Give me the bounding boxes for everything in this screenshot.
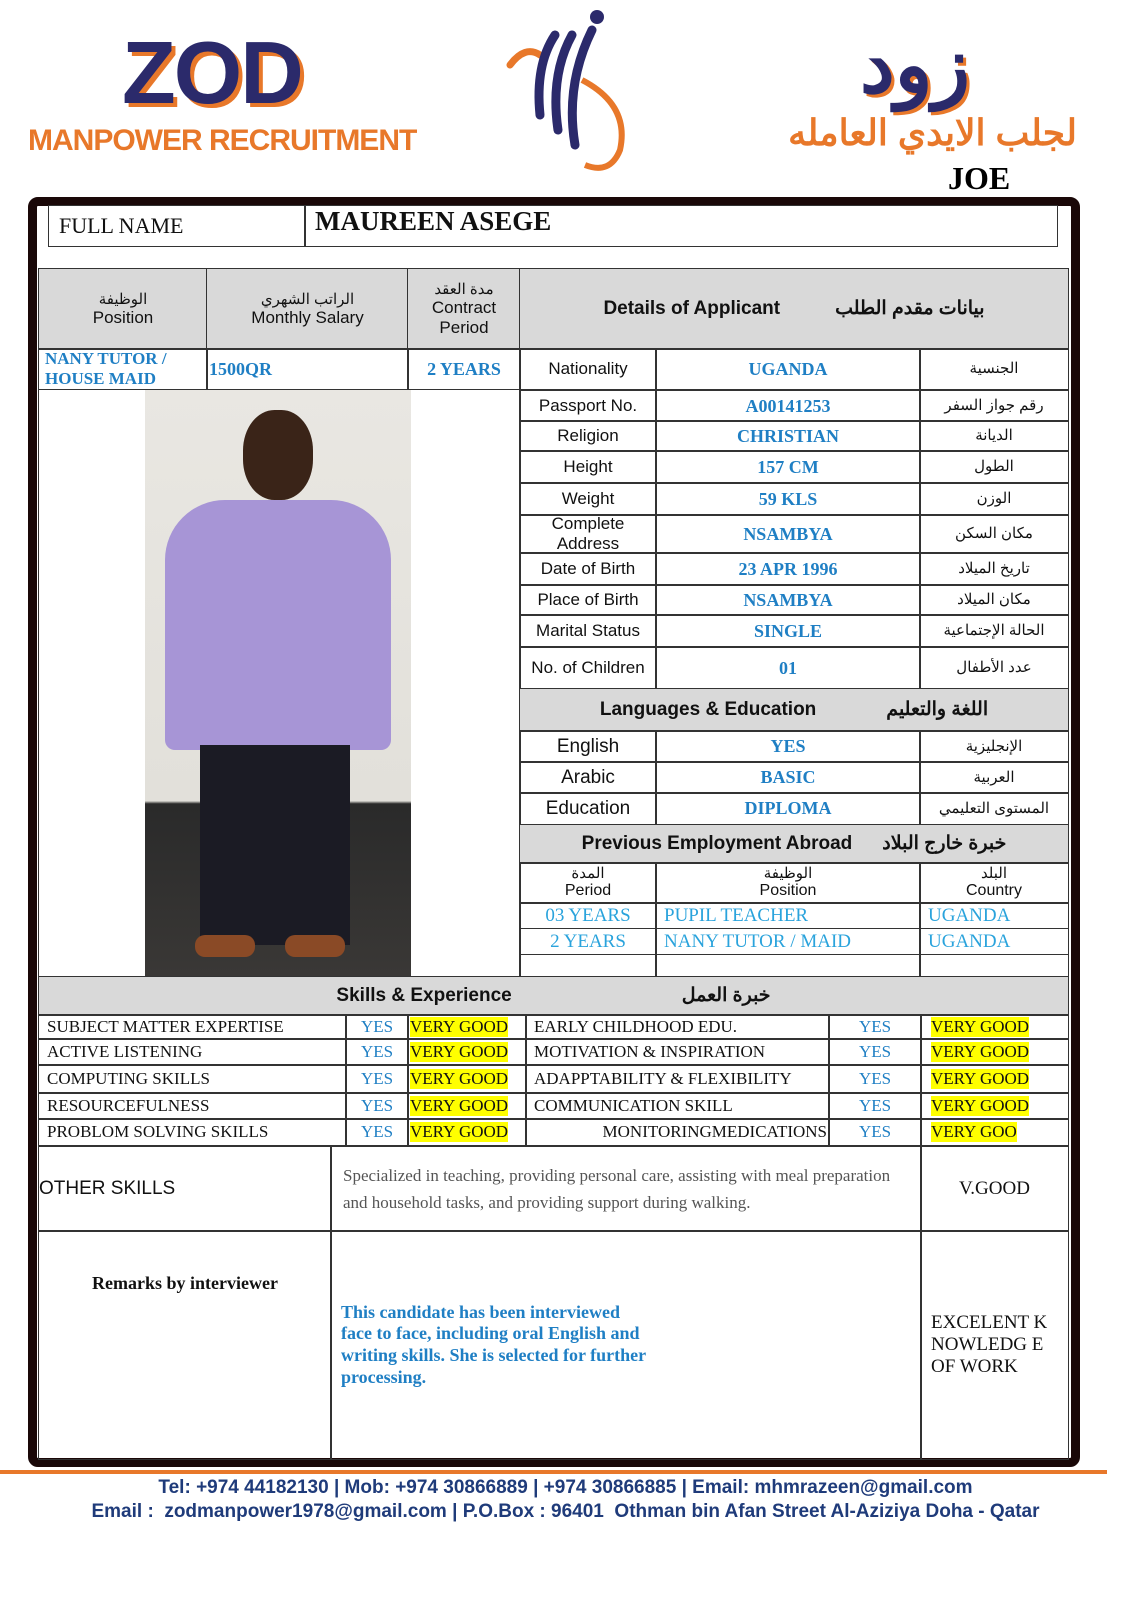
language-label-ar: الإنجليزية: [919, 730, 1069, 763]
skill-right-rating: [920, 1038, 1069, 1066]
remarks-label: Remarks by interviewer: [38, 1230, 332, 1460]
skill-right-rating: [920, 1064, 1069, 1094]
other-skills-label: OTHER SKILLS: [38, 1146, 332, 1232]
employment-period: 2 YEARS: [519, 928, 657, 955]
detail-label-ar: عدد الأطفال: [919, 646, 1069, 690]
skill-left-rating: [407, 1118, 527, 1146]
other-skills-rating: V.GOOD: [920, 1146, 1069, 1232]
skill-right-rating-text: VERY GOO: [931, 1122, 1017, 1142]
skill-right-has: YES: [828, 1038, 922, 1066]
language-label-ar: المستوى التعليمي: [919, 792, 1069, 825]
skill-left-name: PROBLOM SOLVING SKILLS: [38, 1118, 347, 1146]
language-value: BASIC: [655, 761, 921, 794]
detail-label: Place of Birth: [519, 584, 657, 616]
skill-left-name: ACTIVE LISTENING: [38, 1038, 347, 1066]
details-header: [519, 268, 1069, 350]
employment-position: NANY TUTOR / MAID: [655, 928, 921, 955]
detail-value: 59 KLS: [655, 482, 921, 516]
detail-label-ar: الحالة الإجتماعية: [919, 614, 1069, 648]
detail-value: UGANDA: [655, 348, 921, 390]
skill-right-has: YES: [828, 1014, 922, 1040]
position-value: NANY TUTOR / HOUSE MAID: [38, 348, 208, 390]
detail-label-ar: رقم جواز السفر: [919, 390, 1069, 422]
detail-label: Marital Status: [519, 614, 657, 648]
employment-col-country-ar: البلد: [980, 865, 1008, 883]
employment-col-period-label: Period: [564, 882, 612, 900]
detail-label-ar: الوزن: [919, 482, 1069, 516]
brand-logo-arabic: زود: [860, 21, 971, 109]
detail-label: Nationality: [519, 348, 657, 390]
skill-left-has: YES: [345, 1038, 409, 1066]
employment-period: [519, 954, 657, 978]
employment-col-country: [919, 862, 1069, 904]
position-header: [38, 268, 208, 350]
employment-col-position-label: Position: [759, 882, 817, 900]
remarks-rating: EXCELENT KNOWLEDG E OF WORK: [920, 1230, 1069, 1460]
skills-header: [38, 976, 1069, 1016]
employment-col-position-ar: الوظيفة: [763, 865, 813, 883]
salary-value: 1500QR: [206, 348, 409, 390]
brand-logo-text: ZOD: [122, 23, 302, 122]
detail-label: No. of Children: [519, 646, 657, 690]
detail-label-ar: تاريخ الميلاد: [919, 552, 1069, 586]
detail-label: Passport No.: [519, 390, 657, 422]
skill-right-name: MONITORINGMEDICATIONS: [525, 1118, 830, 1146]
skills-title-ar: خبرة العمل: [681, 985, 771, 1007]
contract-header-label: Contract Period: [431, 298, 497, 337]
full-name-label: FULL NAME: [48, 205, 306, 247]
skill-left-rating-text: VERY GOOD: [410, 1042, 509, 1062]
detail-value: SINGLE: [655, 614, 921, 648]
contract-header: [407, 268, 521, 350]
footer-contact-line-2: Email : zodmanpower1978@gmail.com | P.O.Box : 96401 Othman bin Afan Street Al-Aziziya Doha - Qatar: [91, 1501, 1040, 1522]
skill-left-has: YES: [345, 1064, 409, 1094]
employment-position: PUPIL TEACHER: [655, 902, 921, 929]
detail-value: A00141253: [655, 390, 921, 422]
language-label-ar: العربية: [919, 761, 1069, 794]
skill-left-name: COMPUTING SKILLS: [38, 1064, 347, 1094]
skill-right-has: YES: [828, 1064, 922, 1094]
detail-value: NSAMBYA: [655, 584, 921, 616]
brand-logo-icon: [500, 5, 640, 180]
language-label: Arabic: [519, 761, 657, 794]
skill-left-rating-text: VERY GOOD: [410, 1096, 509, 1116]
other-skills-text: Specialized in teaching, providing personal care, assisting with meal preparation and household tasks, and providing support during walking.: [330, 1146, 922, 1232]
brand-tagline-arabic: لجلب الايدي العامله: [788, 112, 1077, 153]
employment-title-ar: خبرة خارج البلاد: [882, 833, 1007, 855]
position-header-ar: الوظيفة: [98, 290, 148, 308]
salary-header: [206, 268, 409, 350]
detail-value: 01: [655, 646, 921, 690]
employment-country: UGANDA: [919, 928, 1069, 955]
contract-value: 2 YEARS: [407, 348, 521, 390]
employment-country: [919, 954, 1069, 978]
employment-title: Previous Employment Abroad: [581, 833, 853, 855]
employment-position: [655, 954, 921, 978]
skill-right-name: COMMUNICATION SKILL: [525, 1092, 830, 1120]
skill-right-has: YES: [828, 1118, 922, 1146]
details-title-ar: بيانات مقدم الطلب: [835, 298, 985, 320]
skill-right-name: MOTIVATION & INSPIRATION: [525, 1038, 830, 1066]
skill-right-rating: [920, 1014, 1069, 1040]
skill-left-rating-text: VERY GOOD: [410, 1069, 509, 1089]
skill-left-rating: [407, 1014, 527, 1040]
employment-col-period: [519, 862, 657, 904]
skill-left-has: YES: [345, 1014, 409, 1040]
skill-left-has: YES: [345, 1118, 409, 1146]
employment-col-country-label: Country: [965, 882, 1023, 900]
agent-code: JOE: [948, 160, 1011, 196]
employment-header: [519, 824, 1069, 864]
employment-col-position: [655, 862, 921, 904]
salary-header-ar: الراتب الشهري: [260, 290, 355, 308]
skill-left-rating-text: VERY GOOD: [410, 1122, 509, 1142]
language-value: DIPLOMA: [655, 792, 921, 825]
detail-label: Weight: [519, 482, 657, 516]
language-label: Education: [519, 792, 657, 825]
detail-label-ar: مكان الميلاد: [919, 584, 1069, 616]
skill-right-rating-text: VERY GOOD: [931, 1096, 1030, 1116]
skill-left-rating: [407, 1038, 527, 1066]
detail-value: 157 CM: [655, 450, 921, 484]
skill-left-rating-text: VERY GOOD: [410, 1017, 509, 1037]
detail-value: 23 APR 1996: [655, 552, 921, 586]
detail-label-ar: الطول: [919, 450, 1069, 484]
detail-value: CHRISTIAN: [655, 420, 921, 452]
skill-left-rating: [407, 1064, 527, 1094]
brand-tagline: MANPOWER RECRUITMENT: [28, 124, 417, 157]
languages-header: [519, 688, 1069, 732]
detail-value: NSAMBYA: [655, 514, 921, 554]
skills-title: Skills & Experience: [336, 985, 512, 1007]
salary-header-label: Monthly Salary: [251, 307, 364, 327]
detail-label: Date of Birth: [519, 552, 657, 586]
detail-label: Height: [519, 450, 657, 484]
footer-contact-line-1: Tel: +974 44182130 | Mob: +974 30866889 | +974 30866885 | Email: mhmrazeen@gmail.com: [158, 1477, 973, 1498]
skill-right-name: EARLY CHILDHOOD EDU.: [525, 1014, 830, 1040]
skill-right-rating: [920, 1118, 1069, 1146]
skill-left-rating: [407, 1092, 527, 1120]
languages-title: Languages & Education: [599, 699, 817, 721]
skill-right-rating-text: VERY GOOD: [931, 1017, 1030, 1037]
remarks-text: This candidate has been interviewed face to face, including oral English and writing skills. She is selected for further processing.: [330, 1230, 922, 1460]
footer-divider: [0, 1470, 1107, 1474]
skill-right-name: ADAPPTABILITY & FLEXIBILITY: [525, 1064, 830, 1094]
details-title: Details of Applicant: [603, 298, 781, 320]
detail-label-ar: الجنسية: [919, 348, 1069, 390]
skill-right-rating-text: VERY GOOD: [931, 1042, 1030, 1062]
languages-title-ar: اللغة والتعليم: [886, 699, 989, 721]
skill-right-rating: [920, 1092, 1069, 1120]
photo-column-border: [38, 388, 521, 978]
skill-right-has: YES: [828, 1092, 922, 1120]
skill-left-name: SUBJECT MATTER EXPERTISE: [38, 1014, 347, 1040]
skill-left-has: YES: [345, 1092, 409, 1120]
detail-label-ar: مكان السكن: [919, 514, 1069, 554]
language-value: YES: [655, 730, 921, 763]
contract-header-ar: مدة العقد: [434, 280, 494, 298]
detail-label: Complete Address: [519, 514, 657, 554]
skill-left-name: RESOURCEFULNESS: [38, 1092, 347, 1120]
skill-right-rating-text: VERY GOOD: [931, 1069, 1030, 1089]
full-name-value: MAUREEN ASEGE: [304, 205, 1058, 247]
detail-label-ar: الديانة: [919, 420, 1069, 452]
employment-period: 03 YEARS: [519, 902, 657, 929]
position-header-label: Position: [92, 307, 154, 327]
employment-col-period-ar: المدة: [571, 865, 605, 883]
detail-label: Religion: [519, 420, 657, 452]
employment-country: UGANDA: [919, 902, 1069, 929]
language-label: English: [519, 730, 657, 763]
